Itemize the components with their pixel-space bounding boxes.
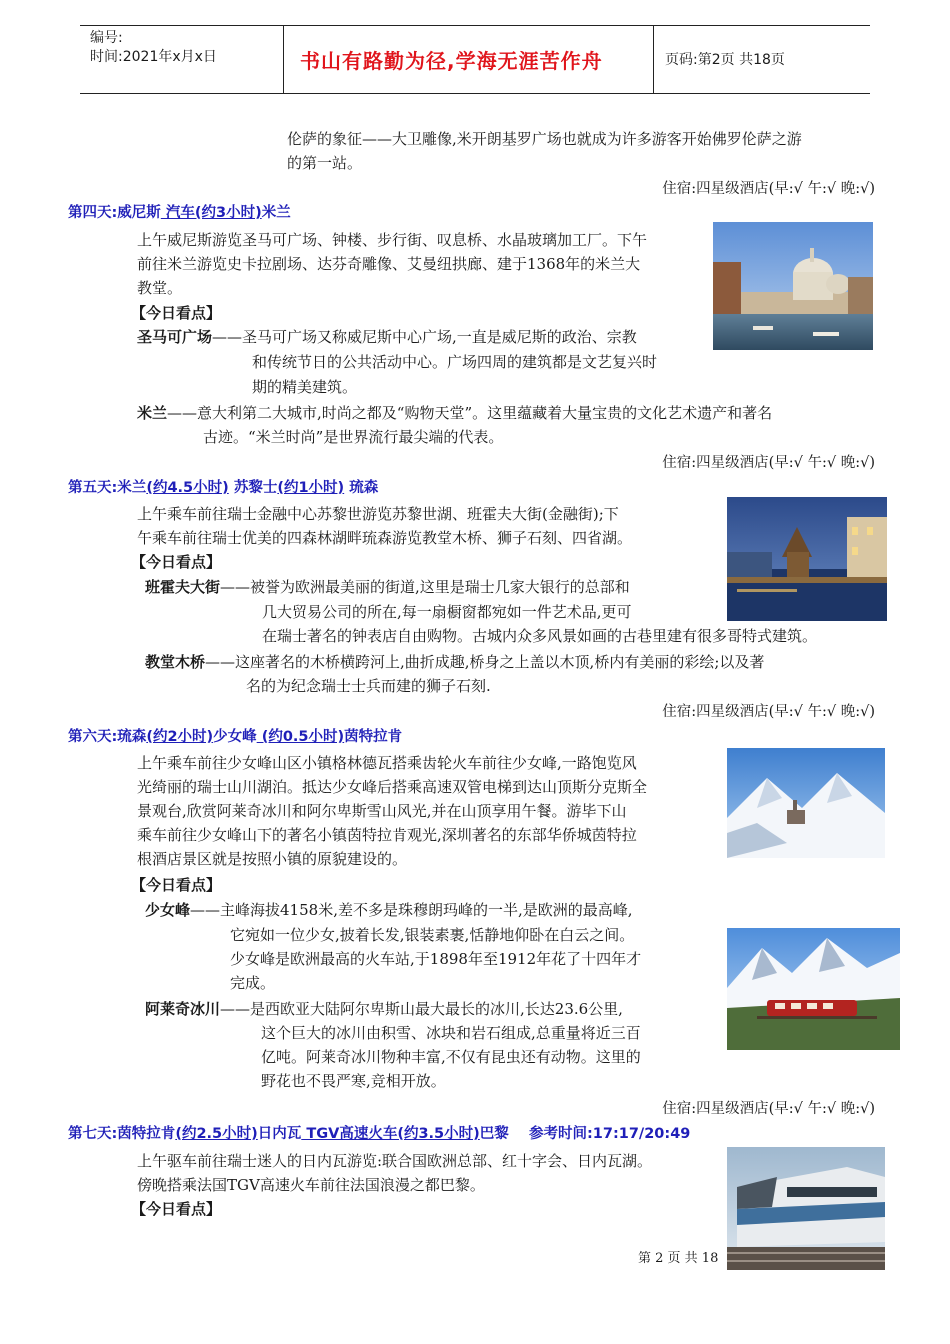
day5-title-part: 琉森 bbox=[344, 480, 379, 496]
day6-highlight-1-line-3: 少女峰是欧洲最高的火车站,于1898年至1912年花了十四年才 bbox=[230, 950, 642, 968]
lodging-intro: 住宿:四星级酒店(早:√ 午:√ 晚:√) bbox=[662, 181, 875, 197]
lodging-day5: 住宿:四星级酒店(早:√ 午:√ 晚:√) bbox=[662, 704, 875, 720]
day7-title-part: 巴黎 bbox=[479, 1126, 509, 1142]
lodging-day6: 住宿:四星级酒店(早:√ 午:√ 晚:√) bbox=[662, 1101, 875, 1117]
day6-highlight-2-line-3: 亿吨。阿莱奇冰川物种丰富,不仅有昆虫还有动物。这里的 bbox=[261, 1048, 641, 1066]
day6-desc-1: 上午乘车前往少女峰山区小镇格林德瓦搭乘齿轮火车前往少女峰,一路饱览风 bbox=[137, 754, 637, 772]
header-time-label: 时间:2021年x月x日 bbox=[90, 49, 217, 65]
day7-title bbox=[68, 1123, 690, 1145]
day6-highlight-1-line-4: 完成。 bbox=[230, 974, 276, 992]
header-motto: 书山有路勤为径,学海无涯苦作舟 bbox=[300, 49, 603, 73]
day5-title-part: 苏黎士 bbox=[228, 480, 278, 496]
highlight-text: ——这座著名的木桥横跨河上,曲折成趣,桥身之上盖以木顶,桥内有美丽的彩绘;以及著 bbox=[205, 653, 765, 671]
highlight-text: ——被誉为欧洲最美丽的街道,这里是瑞士几家大银行的总部和 bbox=[220, 578, 630, 596]
day6-desc-4: 乘车前往少女峰山下的著名小镇茵特拉肯观光,深圳著名的东部华侨城茵特拉 bbox=[137, 826, 637, 844]
header-page-label: 页码:第2页 共18页 bbox=[665, 52, 785, 68]
day7-title-part: 参考时间:17:17/20:49 bbox=[508, 1126, 691, 1142]
day4-highlight-2 bbox=[137, 401, 772, 426]
highlight-text: ——主峰海拔4158米,差不多是珠穆朗玛峰的一半,是欧洲的最高峰, bbox=[190, 901, 633, 919]
day5-title-part: (约4.5小时) bbox=[146, 480, 229, 496]
day4-highlight-1-line-3: 期的精美建筑。 bbox=[252, 378, 358, 396]
highlight-term: 班霍夫大街 bbox=[145, 578, 221, 596]
day6-title bbox=[68, 726, 402, 748]
day7-desc-2: 傍晚搭乘法国TGV高速火车前往法国浪漫之都巴黎。 bbox=[137, 1176, 485, 1194]
highlight-text: ——是西欧亚大陆阿尔卑斯山最大最长的冰川,长达23.6公里, bbox=[220, 1000, 623, 1018]
day5-highlight-2 bbox=[145, 650, 764, 675]
day6-highlight-1-line-2: 它宛如一位少女,披着长发,银装素裹,恬静地仰卧在白云之间。 bbox=[230, 926, 635, 944]
footer-page-number: 第 2 页 共 18 bbox=[638, 1251, 719, 1266]
day5-highlight-1-line-2: 几大贸易公司的所在,每一扇橱窗都宛如一件艺术品,更可 bbox=[262, 603, 632, 621]
day7-title-part: (约2.5小时) bbox=[175, 1126, 258, 1142]
day4-desc-3: 教堂。 bbox=[137, 279, 183, 297]
day6-desc-3: 景观台,欣赏阿莱奇冰川和阿尔卑斯雪山风光,并在山顶享用午餐。游毕下山 bbox=[137, 802, 627, 820]
day6-desc-2: 光绮丽的瑞士山川湖泊。抵达少女峰后搭乘高速双管电梯到达山顶斯分克斯全 bbox=[137, 778, 648, 796]
day6-title-part: (约0.5小时) bbox=[256, 729, 345, 745]
highlight-term: 圣马可广场 bbox=[137, 328, 213, 346]
jungfrau-photo bbox=[727, 748, 885, 858]
day7-title-part: 第七天:茵特拉肯 bbox=[68, 1126, 176, 1142]
day5-desc-2: 午乘车前往瑞士优美的四森林湖畔琉森游览教堂木桥、狮子石刻、四省湖。 bbox=[137, 529, 633, 547]
day5-highlight-1 bbox=[145, 575, 630, 600]
day4-title-part: 第四天:威尼斯 bbox=[68, 205, 161, 221]
header-divider-right bbox=[653, 25, 654, 93]
day5-highlight-1-line-3: 在瑞士著名的钟表店自由购物。古城内众多风景如画的古巷里建有很多哥特式建筑。 bbox=[262, 627, 818, 645]
highlight-text: ——圣马可广场又称威尼斯中心广场,一直是威尼斯的政治、宗教 bbox=[212, 328, 637, 346]
day6-desc-5: 根酒店景区就是按照小镇的原貌建设的。 bbox=[137, 850, 408, 868]
day4-title bbox=[68, 202, 291, 224]
day5-title bbox=[68, 477, 378, 499]
day4-highlights-heading: 【今日看点】 bbox=[131, 304, 222, 322]
highlight-term: 阿莱奇冰川 bbox=[145, 1000, 221, 1018]
day5-desc-1: 上午乘车前往瑞士金融中心苏黎世游览苏黎世湖、班霍夫大街(金融街);下 bbox=[137, 505, 619, 523]
day5-highlight-2-line-2: 名的为纪念瑞士士兵而建的狮子石刻. bbox=[246, 677, 491, 695]
lucerne-photo bbox=[727, 497, 887, 621]
day5-title-part: 第五天:米兰 bbox=[68, 480, 147, 496]
header-divider-left bbox=[283, 25, 284, 93]
highlight-text: ——意大利第二大城市,时尚之都及“购物天堂”。这里蕴藏着大量宝贵的文化艺术遗产和著名 bbox=[167, 404, 773, 422]
day7-title-part: TGV高速火车(约3.5小时) bbox=[301, 1126, 480, 1142]
day7-title-part: 日内瓦 bbox=[257, 1126, 302, 1142]
day4-desc-2: 前往米兰游览史卡拉剧场、达芬奇雕像、艾曼纽拱廊、建于1368年的米兰大 bbox=[137, 255, 641, 273]
day7-highlights-heading: 【今日看点】 bbox=[131, 1200, 222, 1218]
intro-line-1: 伦萨的象征——大卫雕像,米开朗基罗广场也就成为许多游客开始佛罗伦萨之游 bbox=[287, 130, 802, 148]
day6-highlight-2-line-2: 这个巨大的冰川由积雪、冰块和岩石组成,总重量将近三百 bbox=[261, 1024, 641, 1042]
day6-highlight-2 bbox=[145, 997, 623, 1022]
day5-title-part: (约1小时) bbox=[277, 480, 345, 496]
day7-desc-1: 上午驱车前往瑞士迷人的日内瓦游览:联合国欧洲总部、红十字会、日内瓦湖。 bbox=[137, 1152, 653, 1170]
header-number-label: 编号: bbox=[90, 30, 123, 46]
venice-photo bbox=[713, 222, 873, 350]
day6-title-part: 茵特拉肯 bbox=[344, 729, 403, 745]
day4-title-part: 汽车(约3小时) bbox=[160, 205, 262, 221]
day5-highlights-heading: 【今日看点】 bbox=[131, 553, 222, 571]
day4-title-part: 米兰 bbox=[261, 205, 291, 221]
day4-desc-1: 上午威尼斯游览圣马可广场、钟楼、步行街、叹息桥、水晶玻璃加工厂。下午 bbox=[137, 231, 648, 249]
day4-highlight-1-line-2: 和传统节日的公共活动中心。广场四周的建筑都是文艺复兴时 bbox=[252, 353, 658, 371]
glacier-train-photo bbox=[727, 928, 900, 1050]
day6-title-part: 少女峰 bbox=[213, 729, 257, 745]
day6-highlight-1 bbox=[145, 898, 633, 923]
day6-highlights-heading: 【今日看点】 bbox=[131, 876, 222, 894]
day6-title-part: (约2小时) bbox=[146, 729, 214, 745]
highlight-term: 米兰 bbox=[137, 404, 168, 422]
header-top-rule bbox=[80, 25, 870, 26]
intro-line-2: 的第一站。 bbox=[287, 154, 363, 172]
day6-highlight-2-line-4: 野花也不畏严寒,竞相开放。 bbox=[261, 1072, 446, 1090]
day6-title-part: 第六天:琉森 bbox=[68, 729, 147, 745]
day4-highlight-2-line-2: 古迹。“米兰时尚”是世界流行最尖端的代表。 bbox=[203, 428, 504, 446]
day4-highlight-1 bbox=[137, 325, 637, 350]
highlight-term: 教堂木桥 bbox=[145, 653, 206, 671]
tgv-train-photo bbox=[727, 1147, 885, 1270]
lodging-day4: 住宿:四星级酒店(早:√ 午:√ 晚:√) bbox=[662, 455, 875, 471]
highlight-term: 少女峰 bbox=[145, 901, 191, 919]
header-bottom-rule bbox=[80, 93, 870, 94]
